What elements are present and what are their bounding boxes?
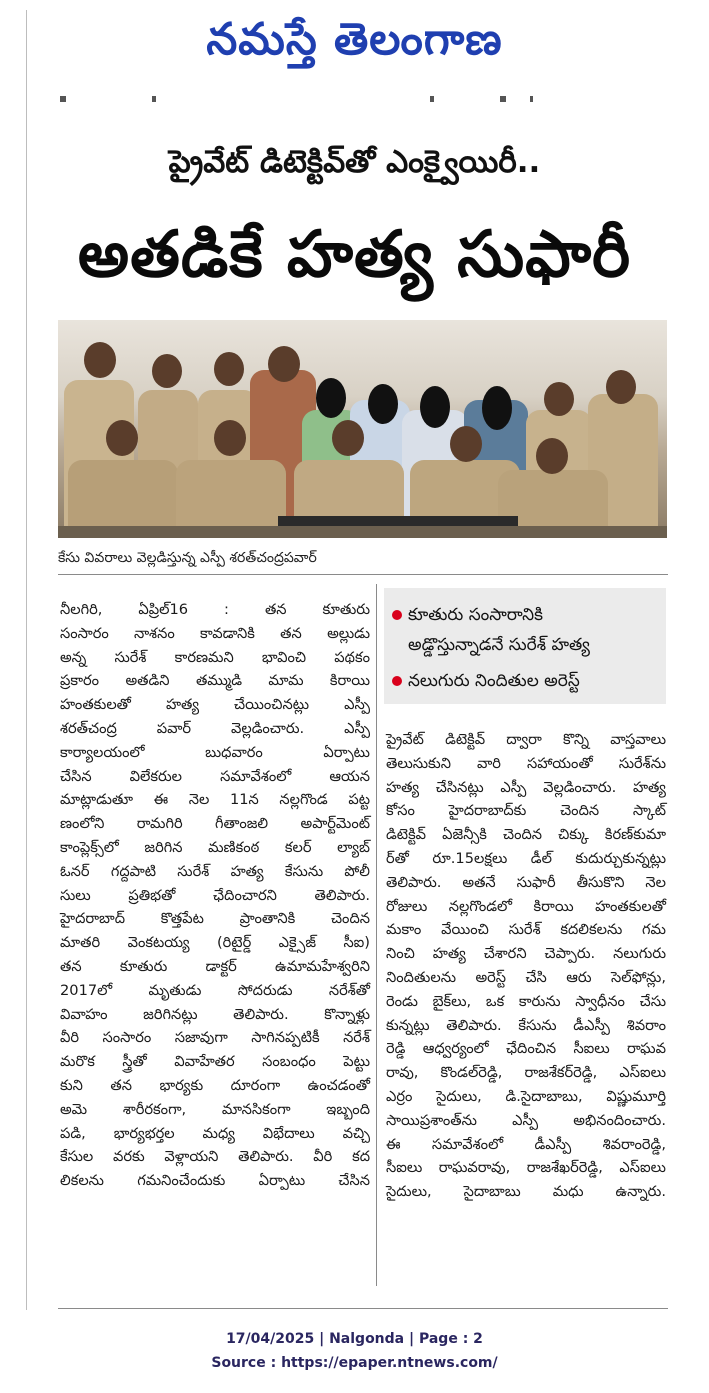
body-line: కార్యాలయంలో బుధవారం ఏర్పాటు — [60, 743, 370, 761]
body-line: హైదరాబాద్ కొత్తపేట ప్రాంతానికి చెందిన — [60, 910, 370, 928]
body-line: సంసారం నాశనం కావడానికి తన అల్లుడు — [60, 624, 370, 642]
article-body-left-column — [60, 598, 370, 1193]
body-line: ణంలోని రామగిరి గీతాంజలి అపార్ట్‌మెంట్ — [60, 815, 370, 833]
body-line: తన కూతురు డాక్టర్ ఉమామహేశ్వరిని — [60, 957, 370, 975]
body-line: నిందితులను అరెస్ట్ చేసి ఆరు సెల్‌ఫోన్లు, — [386, 968, 666, 986]
body-line: సులు ప్రతిభతో ఛేదించారని తెలిపారు. — [60, 886, 370, 904]
body-line: పడి, భార్యభర్తల మధ్య విభేదాలు వచ్చి — [60, 1124, 370, 1142]
highlight-item: కూతురు సంసారానికి — [392, 602, 543, 628]
body-line: మకాం వేయించి సురేశ్ కదలికలను గమ — [386, 921, 666, 939]
body-line: సీఐలు రాఘవరావు, రాజశేఖర్‌రెడ్డి, ఎస్‌ఐలు — [386, 1159, 666, 1177]
footer-date-edition: 17/04/2025 | Nalgonda | Page : 2 — [226, 1331, 483, 1347]
newspaper-masthead: నమస్తే తెలంగాణ — [206, 14, 503, 65]
body-line: నీలగిరి, ఏప్రిల్16 : తన కూతురు — [60, 601, 370, 618]
body-line: లికలను గమనించేందుకు ఏర్పాటు చేసిన — [60, 1172, 370, 1190]
photo-caption: కేసు వివరాలు వెల్లడిస్తున్న ఎస్పీ శరత్‌చంద్రపవార్ — [58, 550, 317, 566]
body-line: వివాహం జరిగినట్లు తెలిపారు. కొన్నాళ్లు — [60, 1005, 370, 1023]
body-line: మాట్లాడుతూ ఈ నెల 11న నల్లగొండ పట్ట — [60, 791, 370, 809]
highlight-item: నలుగురు నిందితుల అరెస్ట్ — [392, 668, 580, 694]
body-line: మాతరి వెంకటయ్య (రిటైర్డ్ ఎక్సైజ్ సీఐ) — [60, 934, 370, 952]
article-highlights-box — [384, 588, 666, 704]
bullet-icon — [392, 610, 402, 620]
body-line: కాంప్లెక్స్‌లో జరిగిన మణికంఠ కలర్ ల్యాబ్ — [60, 838, 370, 856]
body-line: 2017లో మృతుడు సోదరుడు నరేశ్‌తో — [60, 981, 370, 999]
article-kicker: ప్రైవేట్ డిటెక్టివ్‌తో ఎంక్వైయిరీ.. — [168, 144, 541, 180]
body-line: తెలుసుకుని వారి సహాయంతో సురేశ్‌ను — [386, 754, 666, 772]
column-rule — [376, 584, 377, 1286]
body-line: నించి హత్య చేశారని చెప్పారు. నలుగురు — [386, 945, 666, 963]
masthead-dateline — [60, 96, 620, 104]
article-headline: అతడికే హత్య సుఫారీ — [77, 218, 632, 292]
body-line: సాయిప్రశాంత్‌ను ఎస్పీ అభినందించారు. — [386, 1111, 666, 1129]
page-left-rule — [26, 10, 27, 1310]
highlight-item-continued: అడ్డొస్తున్నాడనే సురేశ్ హత్య — [408, 635, 590, 655]
body-line: రెండు బైక్‌లు, ఒక కారును స్వాధీనం చేసు — [386, 992, 666, 1010]
body-line: రోజులు నల్లగొండలో కిరాయి హంతకులతో — [386, 897, 666, 915]
body-line: హంతకులతో హత్య చేయించినట్లు ఎస్పీ — [60, 696, 370, 714]
body-line: ఈ సమావేశంలో డీఎస్పీ శివరాంరెడ్డి, — [386, 1135, 666, 1153]
body-line: రెడ్డి ఆధ్వర్యంలో ఛేదించిన సీఐలు రాఘవ — [386, 1040, 666, 1058]
footer-source: Source : https://epaper.ntnews.com/ — [211, 1355, 498, 1371]
body-line: మరొక స్త్రీతో వివాహేతర సంబంధం పెట్టు — [60, 1053, 370, 1071]
body-line: అమె శారీరకంగా, మానసికంగా ఇబ్బంది — [60, 1100, 370, 1118]
body-line: కుని తన భార్యకు దూరంగా ఉంచడంతో — [60, 1076, 370, 1094]
press-meet-photo — [58, 320, 667, 538]
caption-rule — [58, 574, 668, 575]
body-line: చేసిన విలేకరుల సమావేశంలో ఆయన — [60, 767, 370, 785]
body-line: తెలిపారు. అతనే సుఫారీ తీసుకొని నెల — [386, 873, 666, 891]
page-bottom-rule — [58, 1308, 668, 1309]
body-line: ఎర్రం సైదులు, డి.సైదాబాబు, విష్ణుమూర్తి — [386, 1087, 666, 1105]
body-line: డిటెక్టివ్ ఏజెన్సీకి చెందిన చిక్కు కిరణ్‌కుమా — [386, 826, 666, 844]
body-line: వీరి సంసారం సజావుగా సాగినప్పటికీ నరేశ్ — [60, 1029, 370, 1047]
body-line: ప్రైవేట్ డిటెక్టివ్ ద్వారా కొన్ని వాస్తవాలు — [386, 731, 666, 748]
body-line: రావు, కొండల్‌రెడ్డి, రాజశేకర్‌రెడ్డి, ఎస్‌ఐలు — [386, 1064, 666, 1082]
body-line: ర్‌తో రూ.15లక్షలు డీల్ కుదుర్చుకున్నట్లు — [386, 849, 666, 867]
page-footer — [0, 1327, 709, 1375]
body-line: అన్న సురేశ్ కారణమని భావించి పథకం — [60, 648, 370, 666]
body-line: శరత్‌చంద్ర పవార్ వెల్లడించారు. ఎస్పీ — [60, 719, 370, 737]
article-body-right-column — [386, 728, 666, 1204]
body-line: ఓనర్ గద్దపాటి సురేశ్ హత్య కేసును పోలీ — [60, 862, 370, 880]
bullet-icon — [392, 676, 402, 686]
body-line: సైదులు, సైదాబాబు మధు ఉన్నారు. — [386, 1183, 666, 1201]
body-line: హత్య చేసినట్లు ఎస్పీ వెల్లడించారు. హత్య — [386, 778, 666, 796]
body-line: కేసుల వరకు వెళ్లాయని తెలిపారు. వీరి కద — [60, 1148, 370, 1166]
body-line: ప్రకారం అతడిని తమ్ముడి మామ కిరాయి — [60, 672, 370, 690]
body-line: కున్నట్లు తెలిపారు. కేసును డీఎస్పీ శివరాం — [386, 1016, 666, 1034]
body-line: కోసం హైదరాబాద్‌కు చెందిన స్కాట్ — [386, 802, 666, 820]
